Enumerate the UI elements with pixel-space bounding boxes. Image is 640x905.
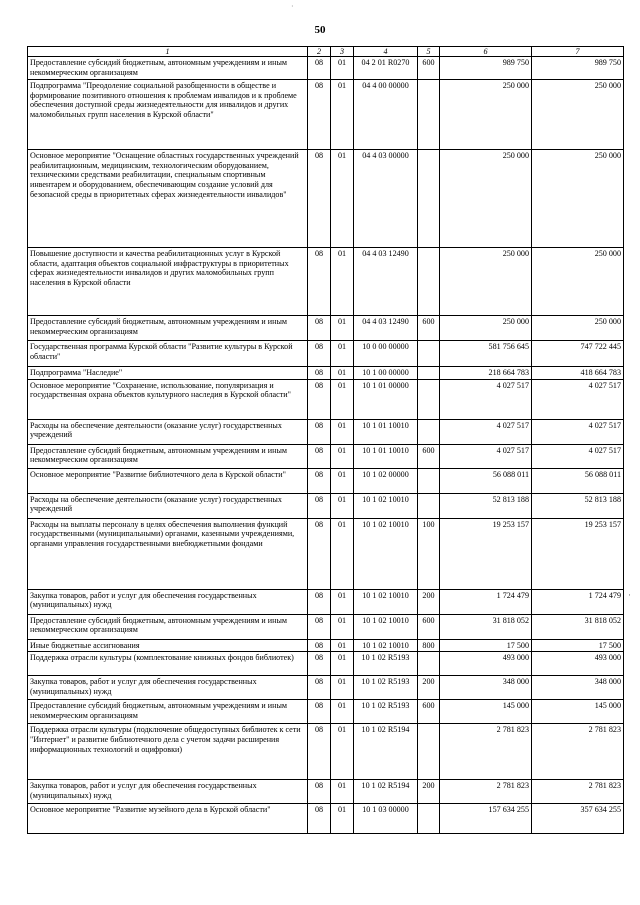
item-name: Расходы на обеспечение деятельности (оказание услуг) государственных учреждений (28, 493, 308, 518)
subsection-code: 01 (331, 150, 354, 248)
expense-type-code (418, 804, 440, 834)
target-article-code: 04 4 03 12490 (354, 248, 418, 316)
target-article-code: 04 4 03 12490 (354, 316, 418, 341)
expense-type-code (418, 80, 440, 150)
table-row (28, 379, 624, 419)
amount-year-2: 31 818 052 (532, 614, 624, 639)
subsection-code: 01 (331, 700, 354, 724)
amount-year-1: 157 634 255 (440, 804, 532, 834)
amount-year-1: 31 818 052 (440, 614, 532, 639)
table-row (28, 57, 624, 80)
target-article-code: 04 4 03 00000 (354, 150, 418, 248)
amount-year-2: 17 500 (532, 639, 624, 652)
amount-year-1: 218 664 783 (440, 367, 532, 380)
table-row (28, 780, 624, 804)
table-row (28, 804, 624, 834)
target-article-code: 10 1 02 10010 (354, 493, 418, 518)
subsection-code: 01 (331, 248, 354, 316)
amount-year-1: 250 000 (440, 316, 532, 341)
section-code: 08 (308, 676, 331, 700)
section-code: 08 (308, 80, 331, 150)
item-name: Основное мероприятие "Сохранение, использование, популяризация и государственная охрана объектов культурного наследия в Курской области" (28, 379, 308, 419)
section-code: 08 (308, 248, 331, 316)
column-header: 2 (308, 47, 331, 57)
target-article-code: 10 1 02 R5193 (354, 652, 418, 676)
target-article-code: 10 1 01 10010 (354, 419, 418, 444)
target-article-code: 10 1 00 00000 (354, 367, 418, 380)
edge-mark: · (628, 590, 631, 600)
expense-type-code (418, 367, 440, 380)
budget-table (27, 46, 624, 834)
section-code: 08 (308, 379, 331, 419)
expense-type-code (418, 150, 440, 248)
column-header: 4 (354, 47, 418, 57)
amount-year-1: 2 781 823 (440, 724, 532, 780)
section-code: 08 (308, 493, 331, 518)
column-header: 5 (418, 47, 440, 57)
subsection-code: 01 (331, 780, 354, 804)
item-name: Государственная программа Курской области "Развитие культуры в Курской области" (28, 341, 308, 367)
target-article-code: 10 1 03 00000 (354, 804, 418, 834)
amount-year-2: 52 813 188 (532, 493, 624, 518)
target-article-code: 10 1 02 10010 (354, 639, 418, 652)
amount-year-2: 145 000 (532, 700, 624, 724)
section-code: 08 (308, 150, 331, 248)
amount-year-1: 4 027 517 (440, 444, 532, 468)
target-article-code: 10 1 02 R5193 (354, 676, 418, 700)
subsection-code: 01 (331, 444, 354, 468)
section-code: 08 (308, 804, 331, 834)
subsection-code: 01 (331, 341, 354, 367)
section-code: 08 (308, 419, 331, 444)
table-row (28, 493, 624, 518)
amount-year-1: 989 750 (440, 57, 532, 80)
item-name: Подпрограмма "Преодоление социальной разобщенности в обществе и формирование позитивного отношения к проблемам инвалидов и к проблеме обеспечения доступной среды жизнедеятельности для инвалидов и других маломобильных групп населения в Курской области" (28, 80, 308, 150)
amount-year-1: 581 756 645 (440, 341, 532, 367)
table-row (28, 316, 624, 341)
expense-type-code: 800 (418, 639, 440, 652)
expense-type-code (418, 341, 440, 367)
item-name: Подпрограмма "Наследие" (28, 367, 308, 380)
target-article-code: 10 1 02 R5194 (354, 724, 418, 780)
item-name: Предоставление субсидий бюджетным, автономным учреждениям и иным некоммерческим организациям (28, 700, 308, 724)
target-article-code: 10 1 02 R5194 (354, 780, 418, 804)
item-name: Закупка товаров, работ и услуг для обеспечения государственных (муниципальных) нужд (28, 780, 308, 804)
amount-year-1: 19 253 157 (440, 518, 532, 589)
target-article-code: 04 2 01 R0270 (354, 57, 418, 80)
subsection-code: 01 (331, 419, 354, 444)
target-article-code: 04 4 00 00000 (354, 80, 418, 150)
subsection-code: 01 (331, 80, 354, 150)
target-article-code: 10 0 00 00000 (354, 341, 418, 367)
section-code: 08 (308, 367, 331, 380)
amount-year-1: 52 813 188 (440, 493, 532, 518)
subsection-code: 01 (331, 468, 354, 493)
amount-year-1: 250 000 (440, 80, 532, 150)
column-header: 6 (440, 47, 532, 57)
section-code: 08 (308, 700, 331, 724)
subsection-code: 01 (331, 589, 354, 614)
expense-type-code (418, 379, 440, 419)
amount-year-2: 56 088 011 (532, 468, 624, 493)
section-code: 08 (308, 780, 331, 804)
expense-type-code: 600 (418, 444, 440, 468)
expense-type-code (418, 493, 440, 518)
expense-type-code: 200 (418, 589, 440, 614)
amount-year-1: 17 500 (440, 639, 532, 652)
item-name: Предоставление субсидий бюджетным, автономным учреждениям и иным некоммерческим организациям (28, 614, 308, 639)
item-name: Предоставление субсидий бюджетным, автономным учреждениям и иным некоммерческим организациям (28, 444, 308, 468)
table-row (28, 589, 624, 614)
table-body (28, 57, 624, 834)
target-article-code: 10 1 02 10010 (354, 518, 418, 589)
expense-type-code: 200 (418, 676, 440, 700)
section-code: 08 (308, 589, 331, 614)
amount-year-2: 348 000 (532, 676, 624, 700)
page-number: 50 (314, 24, 326, 36)
expense-type-code: 600 (418, 57, 440, 80)
amount-year-1: 2 781 823 (440, 780, 532, 804)
subsection-code: 01 (331, 493, 354, 518)
expense-type-code (418, 248, 440, 316)
amount-year-2: 250 000 (532, 80, 624, 150)
amount-year-2: 493 000 (532, 652, 624, 676)
section-code: 08 (308, 614, 331, 639)
expense-type-code (418, 419, 440, 444)
scan-mark: · (291, 2, 294, 11)
item-name: Расходы на обеспечение деятельности (оказание услуг) государственных учреждений (28, 419, 308, 444)
amount-year-1: 4 027 517 (440, 379, 532, 419)
subsection-code: 01 (331, 652, 354, 676)
subsection-code: 01 (331, 804, 354, 834)
column-header: 1 (28, 47, 308, 57)
subsection-code: 01 (331, 676, 354, 700)
item-name: Поддержка отрасли культуры (комплектование книжных фондов библиотек) (28, 652, 308, 676)
item-name: Расходы на выплаты персоналу в целях обеспечения выполнения функций государственными (муниципальными) органами, казенными учреждениями, органами управления государственными внебюджетными фондами (28, 518, 308, 589)
item-name: Повышение доступности и качества реабилитационных услуг в Курской области, адаптация объектов социальной инфраструктуры в приоритетных сферах жизнедеятельности инвалидов и других маломобильных групп населения в Курской области (28, 248, 308, 316)
table-row (28, 341, 624, 367)
expense-type-code: 600 (418, 700, 440, 724)
expense-type-code: 200 (418, 780, 440, 804)
section-code: 08 (308, 444, 331, 468)
amount-year-2: 4 027 517 (532, 444, 624, 468)
amount-year-1: 4 027 517 (440, 419, 532, 444)
amount-year-2: 357 634 255 (532, 804, 624, 834)
item-name: Основное мероприятие "Развитие библиотечного дела в Курской области" (28, 468, 308, 493)
table-row (28, 367, 624, 380)
item-name: Иные бюджетные ассигнования (28, 639, 308, 652)
expense-type-code (418, 468, 440, 493)
item-name: Основное мероприятие "Развитие музейного дела в Курской области" (28, 804, 308, 834)
table-row (28, 614, 624, 639)
section-code: 08 (308, 639, 331, 652)
item-name: Закупка товаров, работ и услуг для обеспечения государственных (муниципальных) нужд (28, 676, 308, 700)
amount-year-2: 2 781 823 (532, 780, 624, 804)
target-article-code: 10 1 02 10010 (354, 614, 418, 639)
section-code: 08 (308, 341, 331, 367)
expense-type-code: 100 (418, 518, 440, 589)
amount-year-2: 2 781 823 (532, 724, 624, 780)
subsection-code: 01 (331, 316, 354, 341)
amount-year-1: 348 000 (440, 676, 532, 700)
target-article-code: 10 1 02 10010 (354, 589, 418, 614)
item-name: Предоставление субсидий бюджетным, автономным учреждениям и иным некоммерческим организациям (28, 316, 308, 341)
amount-year-1: 1 724 479 (440, 589, 532, 614)
target-article-code: 10 1 02 00000 (354, 468, 418, 493)
table-row (28, 248, 624, 316)
section-code: 08 (308, 652, 331, 676)
subsection-code: 01 (331, 614, 354, 639)
table-row (28, 676, 624, 700)
subsection-code: 01 (331, 367, 354, 380)
expense-type-code: 600 (418, 614, 440, 639)
amount-year-2: 1 724 479 (532, 589, 624, 614)
subsection-code: 01 (331, 57, 354, 80)
amount-year-2: 19 253 157 (532, 518, 624, 589)
subsection-code: 01 (331, 639, 354, 652)
item-name: Закупка товаров, работ и услуг для обеспечения государственных (муниципальных) нужд (28, 589, 308, 614)
subsection-code: 01 (331, 379, 354, 419)
table-row (28, 150, 624, 248)
expense-type-code (418, 724, 440, 780)
amount-year-2: 989 750 (532, 57, 624, 80)
column-header: 7 (532, 47, 624, 57)
section-code: 08 (308, 518, 331, 589)
amount-year-1: 145 000 (440, 700, 532, 724)
section-code: 08 (308, 724, 331, 780)
amount-year-2: 4 027 517 (532, 379, 624, 419)
table-row (28, 80, 624, 150)
expense-type-code (418, 652, 440, 676)
subsection-code: 01 (331, 724, 354, 780)
amount-year-2: 250 000 (532, 150, 624, 248)
item-name: Основное мероприятие "Оснащение областных государственных учреждений реабилитационным, медицинским, технологическим оборудованием, техническими средствами реабилитации, специальным спортивным инвентарем и оборудованием, обеспечивающим создание условий для безопасной среды в приоритетных сферах жизнедеятельности инвалидов" (28, 150, 308, 248)
table-row (28, 700, 624, 724)
table-row (28, 639, 624, 652)
target-article-code: 10 1 01 00000 (354, 379, 418, 419)
amount-year-1: 250 000 (440, 150, 532, 248)
subsection-code: 01 (331, 518, 354, 589)
amount-year-1: 250 000 (440, 248, 532, 316)
amount-year-1: 56 088 011 (440, 468, 532, 493)
expense-type-code: 600 (418, 316, 440, 341)
amount-year-2: 250 000 (532, 248, 624, 316)
target-article-code: 10 1 01 10010 (354, 444, 418, 468)
item-name: Предоставление субсидий бюджетным, автономным учреждениям и иным некоммерческим организациям (28, 57, 308, 80)
amount-year-2: 418 664 783 (532, 367, 624, 380)
section-code: 08 (308, 468, 331, 493)
table-row (28, 518, 624, 589)
item-name: Поддержка отрасли культуры (подключение общедоступных библиотек к сети "Интернет" и развитие библиотечного дела с учетом задачи расширения информационных технологий и оцифровки) (28, 724, 308, 780)
amount-year-2: 747 722 445 (532, 341, 624, 367)
table-row (28, 419, 624, 444)
section-code: 08 (308, 57, 331, 80)
section-code: 08 (308, 316, 331, 341)
amount-year-1: 493 000 (440, 652, 532, 676)
amount-year-2: 250 000 (532, 316, 624, 341)
table-row (28, 652, 624, 676)
target-article-code: 10 1 02 R5193 (354, 700, 418, 724)
table-row (28, 468, 624, 493)
column-header: 3 (331, 47, 354, 57)
table-row (28, 444, 624, 468)
amount-year-2: 4 027 517 (532, 419, 624, 444)
column-number-row (28, 47, 624, 57)
table-row (28, 724, 624, 780)
